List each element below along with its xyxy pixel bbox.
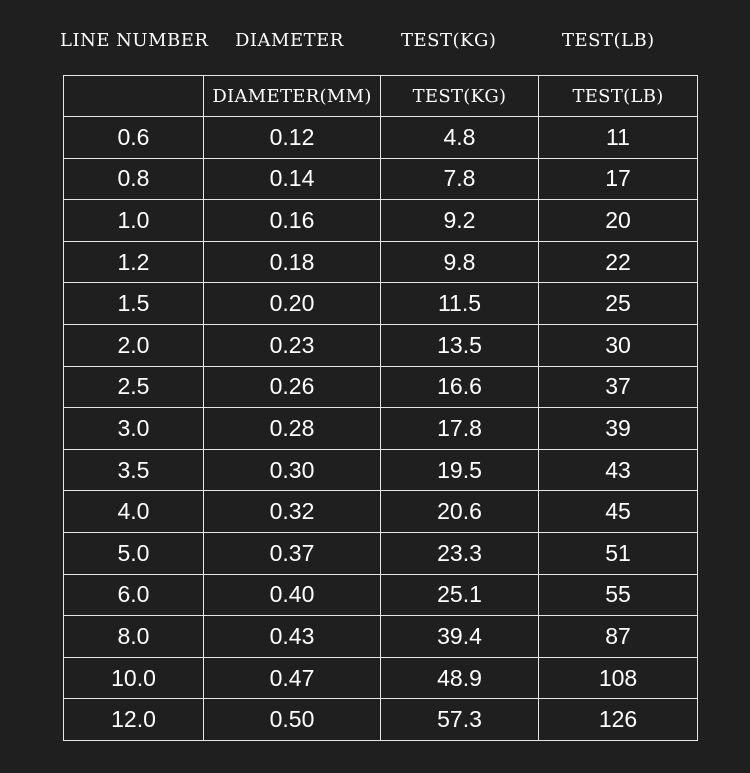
diameter-cell: 0.50 bbox=[204, 699, 381, 741]
test-lb-cell: 25 bbox=[539, 283, 698, 325]
test-lb-cell: 43 bbox=[539, 449, 698, 491]
test-lb-cell: 17 bbox=[539, 158, 698, 200]
test-lb-heading: TEST(LB) bbox=[562, 30, 655, 51]
line-number-cell: 6.0 bbox=[64, 574, 204, 616]
table-row bbox=[64, 200, 698, 242]
test-kg-cell: 17.8 bbox=[381, 408, 539, 450]
line-spec-table bbox=[63, 75, 698, 741]
test-kg-cell: 20.6 bbox=[381, 491, 539, 533]
table-row bbox=[64, 408, 698, 450]
test-lb-cell: 45 bbox=[539, 491, 698, 533]
diameter-heading: DIAMETER bbox=[235, 30, 344, 51]
diameter-cell: 0.14 bbox=[204, 158, 381, 200]
test-lb-cell: 37 bbox=[539, 366, 698, 408]
diameter-cell: 0.37 bbox=[204, 532, 381, 574]
table-row bbox=[64, 616, 698, 658]
table-row bbox=[64, 324, 698, 366]
column-header: DIAMETER(MM) bbox=[204, 76, 381, 117]
test-kg-cell: 7.8 bbox=[381, 158, 539, 200]
table-row bbox=[64, 283, 698, 325]
line-number-cell: 0.6 bbox=[64, 117, 204, 159]
line-number-cell: 2.5 bbox=[64, 366, 204, 408]
line-number-cell: 1.5 bbox=[64, 283, 204, 325]
table-row bbox=[64, 532, 698, 574]
line-number-cell: 5.0 bbox=[64, 532, 204, 574]
line-number-cell: 2.0 bbox=[64, 324, 204, 366]
test-kg-cell: 39.4 bbox=[381, 616, 539, 658]
table-row bbox=[64, 117, 698, 159]
table-header-row bbox=[64, 76, 698, 117]
table-row bbox=[64, 699, 698, 741]
diameter-cell: 0.40 bbox=[204, 574, 381, 616]
test-lb-cell: 20 bbox=[539, 200, 698, 242]
test-lb-cell: 55 bbox=[539, 574, 698, 616]
line-number-cell: 1.2 bbox=[64, 241, 204, 283]
test-kg-cell: 16.6 bbox=[381, 366, 539, 408]
line-number-cell: 10.0 bbox=[64, 657, 204, 699]
diameter-cell: 0.32 bbox=[204, 491, 381, 533]
test-lb-cell: 30 bbox=[539, 324, 698, 366]
line-number-cell: 4.0 bbox=[64, 491, 204, 533]
table-row bbox=[64, 657, 698, 699]
diameter-cell: 0.26 bbox=[204, 366, 381, 408]
test-lb-cell: 51 bbox=[539, 532, 698, 574]
line-number-cell: 3.0 bbox=[64, 408, 204, 450]
line-number-cell: 0.8 bbox=[64, 158, 204, 200]
table-row bbox=[64, 449, 698, 491]
test-lb-cell: 39 bbox=[539, 408, 698, 450]
test-kg-cell: 23.3 bbox=[381, 532, 539, 574]
test-kg-cell: 11.5 bbox=[381, 283, 539, 325]
test-lb-cell: 108 bbox=[539, 657, 698, 699]
test-lb-cell: 11 bbox=[539, 117, 698, 159]
test-kg-cell: 13.5 bbox=[381, 324, 539, 366]
test-lb-cell: 126 bbox=[539, 699, 698, 741]
diameter-cell: 0.30 bbox=[204, 449, 381, 491]
table-row bbox=[64, 574, 698, 616]
test-kg-cell: 19.5 bbox=[381, 449, 539, 491]
test-kg-cell: 57.3 bbox=[381, 699, 539, 741]
test-lb-cell: 87 bbox=[539, 616, 698, 658]
diameter-cell: 0.12 bbox=[204, 117, 381, 159]
test-kg-heading: TEST(KG) bbox=[401, 30, 497, 51]
test-lb-cell: 22 bbox=[539, 241, 698, 283]
diameter-cell: 0.23 bbox=[204, 324, 381, 366]
diameter-cell: 0.18 bbox=[204, 241, 381, 283]
test-kg-cell: 9.8 bbox=[381, 241, 539, 283]
table-row bbox=[64, 158, 698, 200]
line-spec-table-body bbox=[64, 76, 698, 741]
table-row bbox=[64, 366, 698, 408]
diameter-cell: 0.47 bbox=[204, 657, 381, 699]
line-number-cell: 12.0 bbox=[64, 699, 204, 741]
test-kg-cell: 48.9 bbox=[381, 657, 539, 699]
line-number-cell: 8.0 bbox=[64, 616, 204, 658]
diameter-cell: 0.20 bbox=[204, 283, 381, 325]
top-header-row bbox=[0, 30, 750, 60]
diameter-cell: 0.43 bbox=[204, 616, 381, 658]
test-kg-cell: 4.8 bbox=[381, 117, 539, 159]
column-header: TEST(LB) bbox=[539, 76, 698, 117]
column-header: TEST(KG) bbox=[381, 76, 539, 117]
line-number-cell: 1.0 bbox=[64, 200, 204, 242]
table-row bbox=[64, 241, 698, 283]
column-header bbox=[64, 76, 204, 117]
diameter-cell: 0.28 bbox=[204, 408, 381, 450]
diameter-cell: 0.16 bbox=[204, 200, 381, 242]
table-row bbox=[64, 491, 698, 533]
line-number-cell: 3.5 bbox=[64, 449, 204, 491]
line-number-heading: LINE NUMBER bbox=[60, 30, 209, 51]
test-kg-cell: 25.1 bbox=[381, 574, 539, 616]
test-kg-cell: 9.2 bbox=[381, 200, 539, 242]
